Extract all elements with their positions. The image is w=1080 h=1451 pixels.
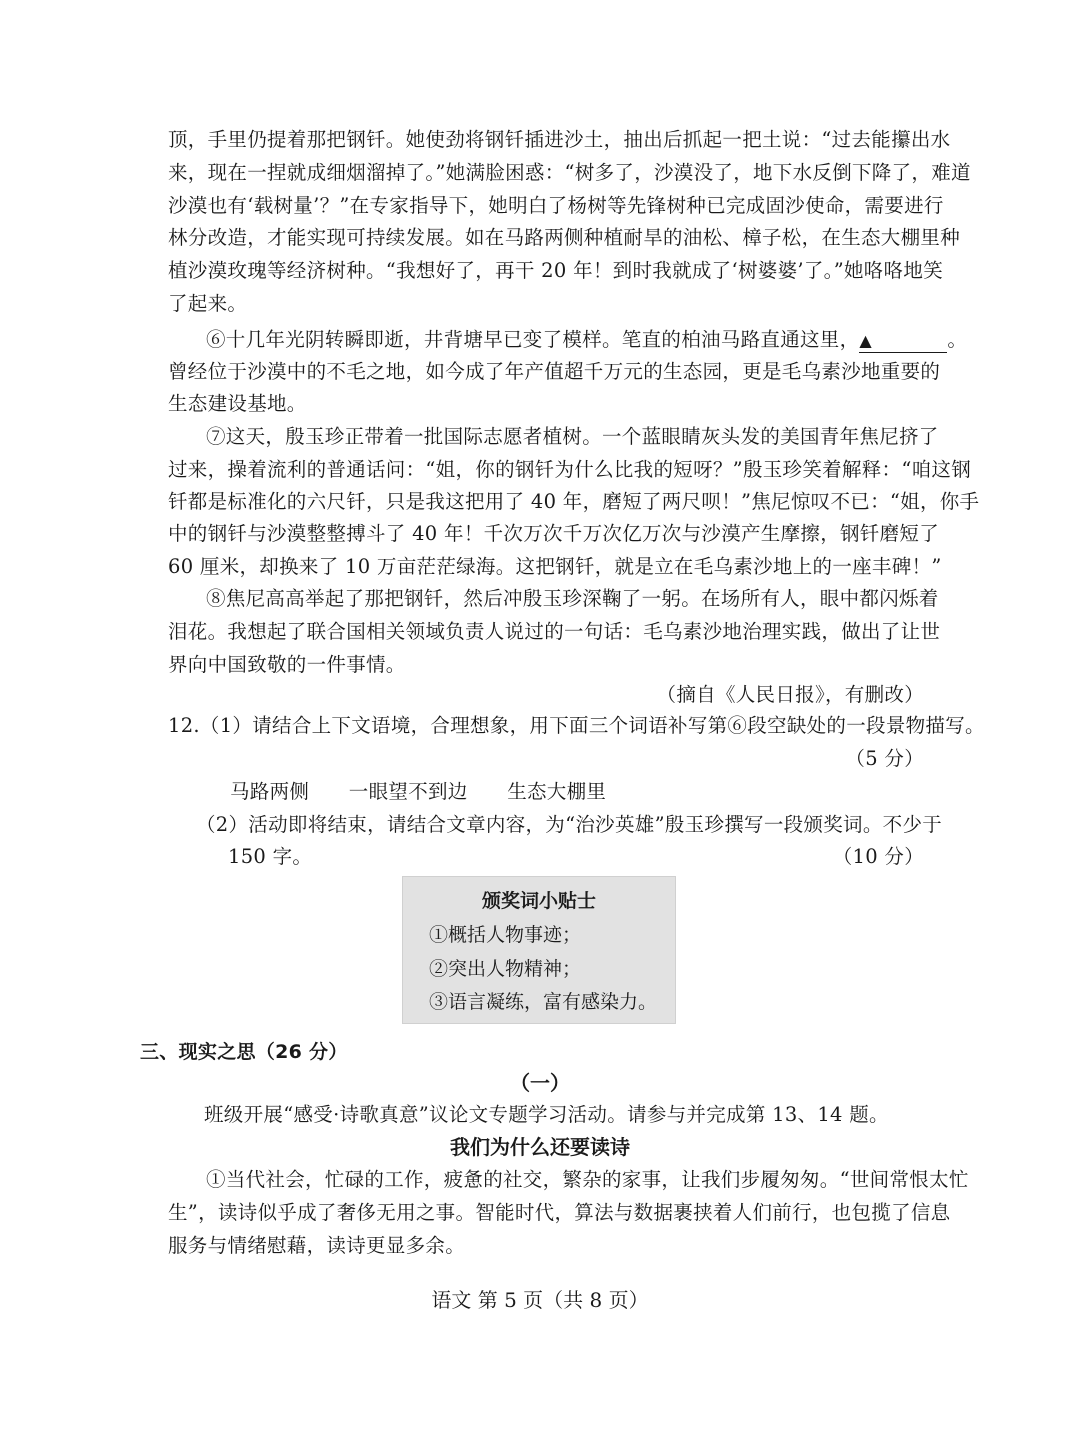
question-score: （10 分） bbox=[832, 845, 924, 868]
passage-line: 生态建设基地。 bbox=[168, 392, 307, 415]
passage-line: ⑦这天，殷玉珍正带着一批国际志愿者植树。一个蓝眼睛灰头发的美国青年焦尼挤了 bbox=[206, 425, 939, 448]
passage-line: 植沙漠玫瑰等经济树种。“我想好了，再干 20 年！到时我就成了‘树婆婆’了。”她咯咯地笑 bbox=[168, 259, 943, 282]
tip-item: ③语言凝练，富有感染力。 bbox=[429, 991, 658, 1013]
question-12-part1: 12.（1）请结合上下文语境，合理想象，用下面三个词语补写第⑥段空缺处的一段景物描写。 bbox=[168, 714, 985, 737]
passage-line: 界向中国致敬的一件事情。 bbox=[168, 653, 406, 676]
page-footer: 语文 第 5 页（共 8 页） bbox=[431, 1288, 649, 1312]
tips-title: 颁奖词小贴士 bbox=[481, 890, 596, 912]
question-12-part2-cont: 150 字。 bbox=[228, 845, 313, 868]
fill-in-blank: ▲ bbox=[859, 330, 947, 353]
article-line: 服务与情绪慰藉，读诗更显多余。 bbox=[168, 1234, 466, 1257]
activity-intro: 班级开展“感受·诗歌真意”议论文专题学习活动。请参与并完成第 13、14 题。 bbox=[204, 1103, 889, 1126]
subsection-number: （一） bbox=[510, 1071, 570, 1095]
section-heading: 三、现实之思（26 分） bbox=[140, 1041, 348, 1063]
passage-line: 来，现在一捏就成细烟溜掉了。”她满脸困惑：“树多了，沙漠没了，地下水反倒下降了，难道 bbox=[168, 161, 971, 184]
passage-line: 钎都是标准化的六尺钎，只是我这把用了 40 年，磨短了两尺呗！”焦尼惊叹不已：“姐，你手 bbox=[168, 490, 980, 513]
passage-line: 60 厘米，却换来了 10 万亩茫茫绿海。这把钢钎，就是立在毛乌素沙地上的一座丰碑！” bbox=[168, 555, 942, 578]
article-line: 生”，读诗似乎成了奢侈无用之事。智能时代，算法与数据裹挟着人们前行，也包揽了信息 bbox=[168, 1201, 951, 1224]
passage-line: 曾经位于沙漠中的不毛之地，如今成了年产值超千万元的生态园，更是毛乌素沙地重要的 bbox=[168, 360, 941, 383]
passage-line: 中的钢钎与沙漠整整搏斗了 40 年！千次万次千万次亿万次与沙漠产生摩擦，钢钎磨短了 bbox=[168, 522, 940, 545]
passage-line: 过来，操着流利的普通话问：“姐，你的钢钎为什么比我的短呀？”殷玉珍笑着解释：“咱这钢 bbox=[168, 458, 972, 481]
passage-text: ⑥十几年光阴转瞬即逝，井背塘早已变了模样。笔直的柏油马路直通这里， bbox=[206, 328, 860, 351]
question-score: （5 分） bbox=[845, 747, 924, 770]
question-12-part2: （2）活动即将结束，请结合文章内容，为“治沙英雄”殷玉珍撰写一段颁奖词。不少于 bbox=[196, 813, 943, 836]
article-line: ①当代社会，忙碌的工作，疲惫的社交，繁杂的家事，让我们步履匆匆。“世间常恨太忙 bbox=[206, 1168, 969, 1191]
passage-line: ⑧焦尼高高举起了那把钢钎，然后冲殷玉珍深鞠了一躬。在场所有人，眼中都闪烁着 bbox=[206, 587, 939, 610]
passage-line: 泪花。我想起了联合国相关领域负责人说过的一句话：毛乌素沙地治理实践，做出了让世 bbox=[168, 620, 941, 643]
passage-line-with-blank bbox=[206, 324, 968, 356]
passage-line: 沙漠也有‘载树量’？”在专家指导下，她明白了杨树等先锋树种已完成固沙使命，需要进行 bbox=[168, 194, 944, 217]
passage-line: 顶，手里仍提着那把钢钎。她使劲将钢钎插进沙土，抽出后抓起一把土说：“过去能攥出水 bbox=[168, 128, 951, 151]
passage-line: 林分改造，才能实现可持续发展。如在马路两侧种植耐旱的油松、樟子松，在生态大棚里种 bbox=[168, 226, 961, 249]
passage-line: 了起来。 bbox=[168, 292, 248, 315]
article-title: 我们为什么还要读诗 bbox=[450, 1135, 630, 1159]
award-speech-tips-box bbox=[402, 876, 676, 1024]
question-keywords: 马路两侧 一眼望不到边 生态大棚里 bbox=[230, 780, 607, 803]
tip-item: ②突出人物精神； bbox=[429, 958, 582, 980]
passage-text: 。 bbox=[947, 328, 968, 351]
tip-item: ①概括人物事迹； bbox=[429, 924, 582, 946]
source-citation: （摘自《人民日报》，有删改） bbox=[656, 683, 924, 706]
